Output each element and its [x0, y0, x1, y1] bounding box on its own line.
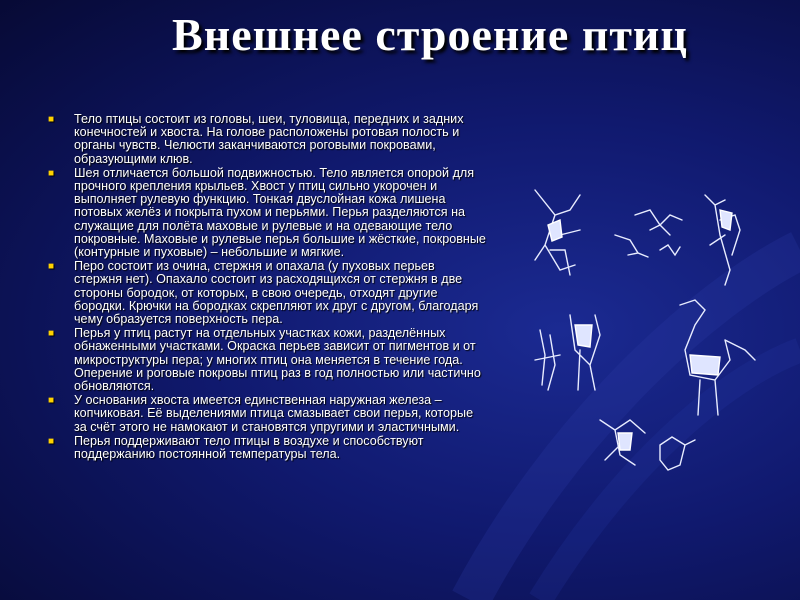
- paragraph-text: Шея отличается большой подвижностью. Тело является опорой для прочного крепления крыльев. Хвост у птиц сильно укорочен и выполняет рулевую функцию. Тонкая двуслойная кожа лишена потовых желёз и покрыта пухом и перьями. Перья разделяются на служащие для полёта маховые и рулевые и на одевающие тело покровные. Маховые и рулевые перья большие и жёсткие, покровные (контурные и пуховые) – небольшие и мягкие.: [74, 165, 486, 260]
- body-text-list: [46, 113, 486, 461]
- bird-sketches-illustration: [520, 175, 790, 485]
- eagle-sketch-icon: [535, 190, 580, 275]
- paragraph-text: У основания хвоста имеется единственная наружная железа – копчиковая. Её выделениями птица смазывает свои перья, которые за счёт этого не намокают и становятся упругими и эластичными.: [74, 393, 474, 434]
- paragraph-text: Перо состоит из очина, стержня и опахала (у пуховых перьев стержня нет). Опахало состоит из расходящихся от стержня в две стороны бородок, от которых, в свою очередь, отходят другие бородки. Крючки на бородках скрепляют их друг с другом, благодаря чему образуется поверхность пера.: [74, 259, 479, 327]
- list-item: [46, 113, 486, 166]
- bullet-icon: ■: [48, 435, 55, 447]
- bullet-icon: ■: [48, 261, 55, 273]
- sparrow-sketch-icon: [660, 437, 695, 470]
- woodpecker-sketch-icon: [705, 195, 740, 285]
- crane-sketch-icon: [535, 315, 600, 390]
- bullet-icon: ■: [48, 328, 55, 340]
- list-item: [46, 435, 486, 461]
- list-item: [46, 260, 486, 326]
- list-item: [46, 327, 486, 393]
- paragraph-text: Тело птицы состоит из головы, шеи, туловища, передних и задних конечностей и хвоста. На голове расположены ротовая полость и органы чувств. Челюсти заканчиваются роговыми покровами, образующими клюв.: [74, 112, 464, 166]
- paragraph-text: Перья поддерживают тело птицы в воздухе и способствуют поддержанию постоянной температуры тела.: [74, 433, 424, 462]
- slide-title: Внешнее строение птиц: [172, 9, 688, 60]
- flying-bird-sketch-icon: [615, 210, 682, 257]
- bullet-icon: ■: [48, 114, 55, 125]
- heron-sketch-icon: [680, 300, 755, 415]
- bullet-icon: ■: [48, 395, 55, 407]
- list-item: [46, 394, 486, 434]
- bullet-icon: ■: [48, 167, 55, 179]
- list-item: [46, 167, 486, 259]
- gull-sketch-icon: [600, 420, 645, 465]
- paragraph-text: Перья у птиц растут на отдельных участках кожи, разделённых обнаженными участками. Окраска перьев зависит от пигментов и от микроструктуры пера; у многих птиц она меняется в течение года. Оперение и роговые покровы птиц раз в год полностью или частично обновляются.: [74, 326, 481, 394]
